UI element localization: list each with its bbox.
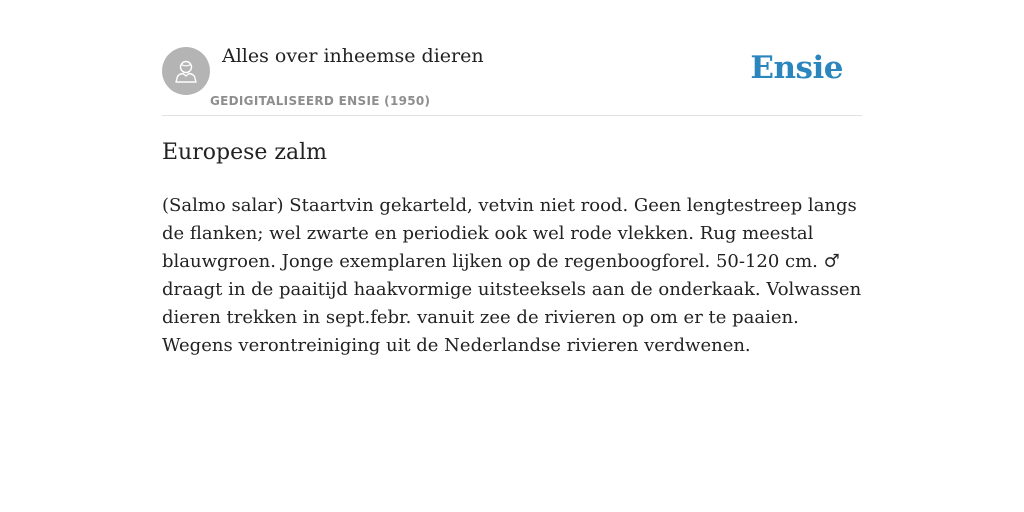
user-icon <box>172 57 200 85</box>
author-name[interactable]: Alles over inheemse dieren <box>222 45 484 67</box>
ensie-logo[interactable]: Ensie <box>750 50 843 86</box>
header <box>162 0 862 116</box>
author-avatar[interactable] <box>162 47 210 95</box>
source-label: GEDIGITALISEERD ENSIE (1950) <box>210 94 431 108</box>
page-container <box>162 0 862 356</box>
article-title: Europese zalm <box>162 140 327 165</box>
article-body: (Salmo salar) Staartvin gekarteld, vetvin niet rood. Geen lengtestreep langs de flanken; wel zwarte en periodiek ook wel rode vlekken. Rug meestal blauwgroen. Jonge exemplaren lijken op de regenboogforel. 50-120 cm. ♂ draagt in de paaitijd haakvormige uitsteeksels aan de onderkaak. Volwassen dieren trekken in sept.febr. vanuit zee de rivieren op om er te paaien. Wegens verontreiniging uit de Nederlandse rivieren verdwenen. <box>162 195 862 356</box>
